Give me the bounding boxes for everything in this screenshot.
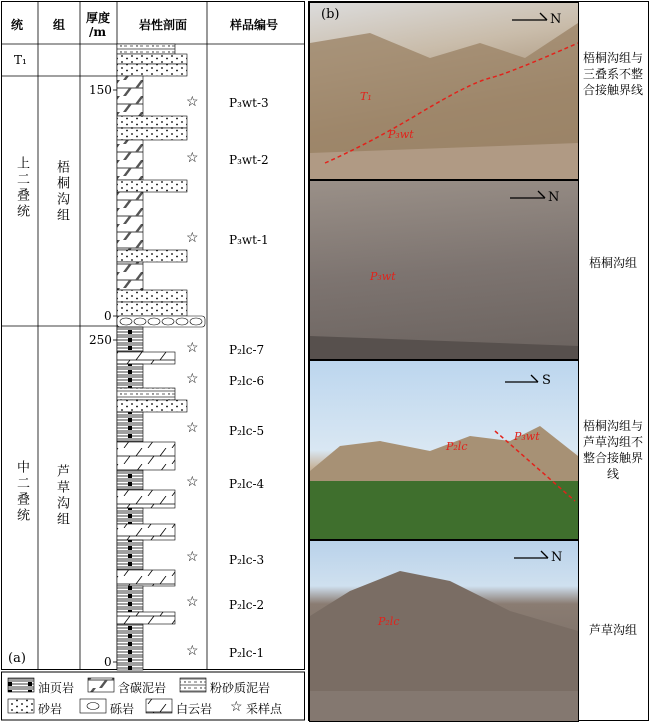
photo-outcrop-1 <box>309 2 579 180</box>
header-sample: 样品编号 <box>230 18 279 32</box>
t1-label: T₁ <box>14 53 27 67</box>
north-arrow-label: N <box>551 550 563 565</box>
sample-id: P₂lc-5 <box>229 424 265 438</box>
legend-dolomite: 白云岩 <box>176 702 213 716</box>
sample-id: P₂lc-3 <box>229 553 265 567</box>
photo-label: P₂lc <box>446 440 468 453</box>
header-thickness-unit: /m <box>89 25 107 39</box>
photo-label: T₁ <box>360 90 372 103</box>
sample-id: P₂lc-7 <box>229 343 265 357</box>
sample-star-icon: ☆ <box>186 340 199 356</box>
photo-label: P₃wt <box>388 128 414 141</box>
thickness-tick: 250 <box>89 333 112 347</box>
north-arrow-label: N <box>550 12 562 27</box>
legend-carbon-mudstone: 含碳泥岩 <box>118 681 167 695</box>
legend-sandstone: 砂岩 <box>38 702 63 716</box>
legend-conglomerate: 砾岩 <box>110 702 135 716</box>
sample-star-icon: ☆ <box>186 420 199 436</box>
sample-id: P₂lc-2 <box>229 598 265 612</box>
sample-star-icon: ☆ <box>186 150 199 166</box>
sample-star-icon: ☆ <box>186 643 199 659</box>
sample-star-icon: ☆ <box>186 371 199 387</box>
legend-star-icon: ☆ <box>230 699 243 715</box>
sample-star-icon: ☆ <box>186 474 199 490</box>
header-group: 组 <box>53 18 66 32</box>
photo-outcrop-3 <box>309 360 579 540</box>
panel-a-label: (a) <box>8 651 26 666</box>
legend-oil-shale: 油页岩 <box>38 681 75 695</box>
wutong-group-label: 梧桐沟组 <box>54 160 69 224</box>
sample-star-icon: ☆ <box>186 594 199 610</box>
sample-star-icon: ☆ <box>186 94 199 110</box>
sample-id: P₂lc-1 <box>229 646 265 660</box>
header-thickness: 厚度 <box>86 11 111 25</box>
sample-id: P₃wt-1 <box>229 233 269 247</box>
middle-permian-label: 中二叠统 <box>14 460 29 524</box>
photo-label: P₃wt <box>370 270 396 283</box>
sample-star-icon: ☆ <box>186 230 199 246</box>
photo-caption: 梧桐沟组与三叠系不整合接触界线 <box>582 51 643 97</box>
photo-outcrop-4 <box>309 540 579 722</box>
photo-caption: 芦草沟组 <box>588 623 637 637</box>
south-arrow-label: S <box>542 373 551 388</box>
thickness-tick: 0 <box>104 655 112 669</box>
panel-b-label: (b) <box>321 7 340 22</box>
lucaogou-group-label: 芦草沟组 <box>54 464 69 528</box>
thickness-tick: 0 <box>104 309 112 323</box>
photo-outcrop-2 <box>309 180 579 360</box>
photo-label: P₂lc <box>378 615 400 628</box>
sample-id: P₃wt-3 <box>229 96 269 110</box>
photo-label: P₃wt <box>514 430 540 443</box>
legend-silty-mudstone: 粉砂质泥岩 <box>210 681 271 695</box>
header-system: 统 <box>11 18 24 32</box>
thickness-tick: 150 <box>89 83 112 97</box>
photo-caption: 梧桐沟组与芦草沟组不整合接触界线 <box>582 419 643 481</box>
photo-caption: 梧桐沟组 <box>588 256 637 270</box>
sample-id: P₃wt-2 <box>229 153 269 167</box>
sample-id: P₂lc-6 <box>229 374 265 388</box>
header-profile: 岩性剖面 <box>139 18 188 32</box>
sample-star-icon: ☆ <box>186 549 199 565</box>
upper-permian-label: 上二叠统 <box>14 156 29 220</box>
sample-id: P₂lc-4 <box>229 477 265 491</box>
north-arrow-label: N <box>548 190 560 205</box>
legend-sample-point: 采样点 <box>246 702 283 716</box>
